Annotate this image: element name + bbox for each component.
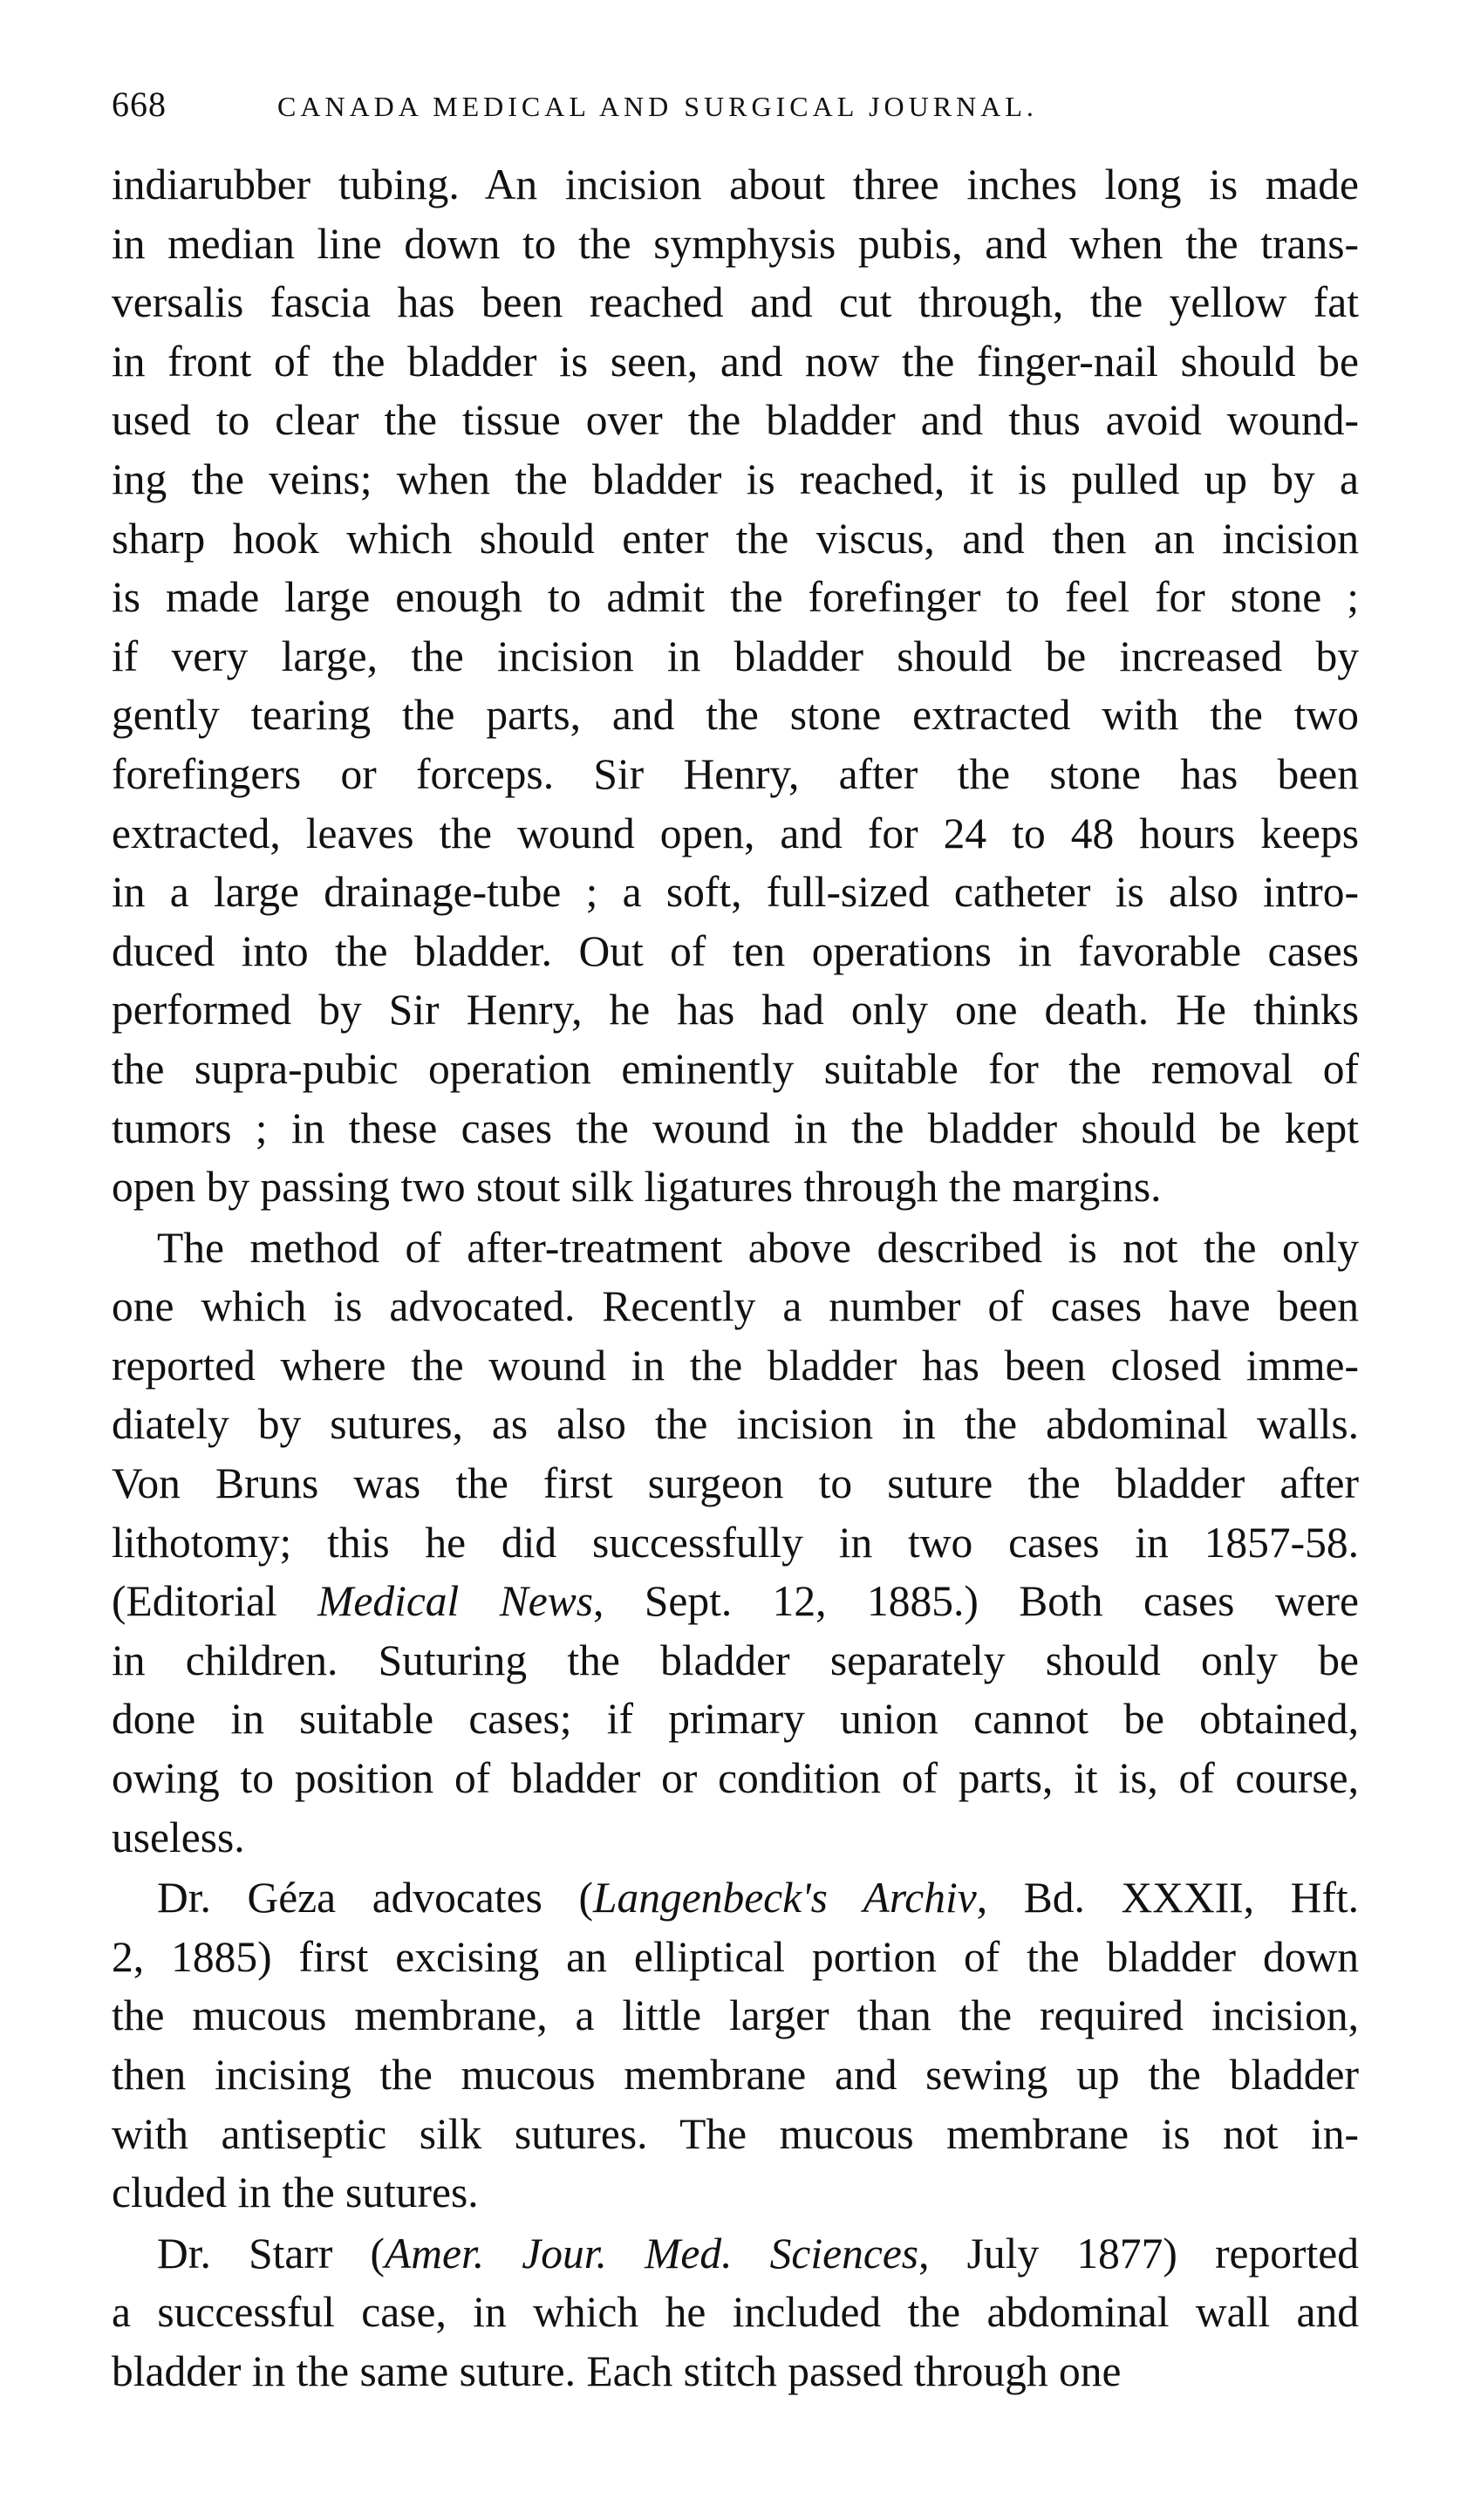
italic-citation: Medical News [317, 1577, 594, 1626]
text-line [112, 332, 1359, 392]
text-run: in front of the bladder is seen, and now the finger-nail should be [112, 337, 1359, 386]
text-line [112, 686, 1359, 745]
text-run: bladder in the same suture. Each stitch passed through one [112, 2346, 1122, 2395]
text-run: the mucous membrane, a little larger than the required incision, [112, 1991, 1359, 2040]
text-line [112, 568, 1359, 627]
text-run: , July 1877) reported [918, 2229, 1359, 2278]
page-number: 668 [112, 85, 167, 124]
text-run: open by passing two stout silk ligatures through the margins. [112, 1163, 1162, 1212]
text-run: Dr. Géza advocates ( [157, 1874, 593, 1922]
paragraph [112, 1868, 1359, 2223]
text-run: , Sept. 12, 1885.) Both cases were [593, 1577, 1359, 1626]
text-run: one which is advocated. Recently a number of cases have been [112, 1282, 1359, 1331]
text-line [112, 2342, 1359, 2401]
text-run: in a large drainage-tube ; a soft, full-sized catheter is also intro- [112, 868, 1359, 917]
text-line [112, 509, 1359, 569]
text-line [112, 273, 1359, 332]
text-line [112, 1219, 1359, 1278]
text-run: indiarubber tubing. An incision about three inches long is made [112, 160, 1359, 208]
text-run: diately by sutures, as also the incision in the abdominal walls. [112, 1400, 1359, 1449]
text-line [112, 922, 1359, 981]
text-line [112, 1986, 1359, 2045]
text-line [112, 2283, 1359, 2342]
text-line [112, 2105, 1359, 2164]
text-run: done in suitable cases; if primary union cannot be obtained, [112, 1695, 1359, 1744]
text-run: if very large, the incision in bladder should be increased by [112, 632, 1359, 680]
text-line [112, 1572, 1359, 1631]
italic-citation: Amer. Jour. Med. Sciences [385, 2229, 919, 2278]
text-run: versalis fascia has been reached and cut through, the yellow fat [112, 278, 1359, 327]
text-line [112, 1690, 1359, 1749]
text-run: then incising the mucous membrane and sewing up the bladder [112, 2051, 1359, 2099]
text-line [112, 980, 1359, 1040]
text-line [112, 1631, 1359, 1690]
paragraph [112, 155, 1359, 1217]
text-line [112, 1277, 1359, 1336]
text-run: duced into the bladder. Out of ten operations in favorable cases [112, 926, 1359, 975]
text-run: with antiseptic silk sutures. The mucous membrane is not in- [112, 2109, 1359, 2158]
text-line [112, 2045, 1359, 2105]
text-line [112, 863, 1359, 922]
text-line [112, 1868, 1359, 1928]
text-run: ing the veins; when the bladder is reached, it is pulled up by a [112, 454, 1359, 503]
text-run: Von Bruns was the first surgeon to suture the bladder after [112, 1459, 1359, 1508]
text-run: The method of after-treatment above described is not the only [157, 1223, 1359, 1272]
text-line [112, 391, 1359, 450]
text-run: in median line down to the symphysis pubis, and when the trans- [112, 219, 1359, 268]
text-run: a successful case, in which he included the abdominal wall and [112, 2288, 1359, 2337]
text-run: useless. [112, 1813, 245, 1861]
paragraph [112, 2224, 1359, 2401]
italic-citation: Langenbeck's Archiv [592, 1874, 977, 1922]
text-line [112, 1749, 1359, 1808]
text-run: 2, 1885) first excising an elliptical portion of the bladder down [112, 1932, 1359, 1981]
running-head [112, 84, 1359, 136]
text-run: , Bd. XXXII, Hft. [976, 1874, 1359, 1922]
text-run: Dr. Starr ( [157, 2229, 385, 2278]
text-line [112, 2163, 1359, 2223]
text-run: gently tearing the parts, and the stone extracted with the two [112, 691, 1359, 740]
text-run: reported where the wound in the bladder has been closed imme- [112, 1341, 1359, 1390]
text-run: is made large enough to admit the forefinger to feel for stone ; [112, 573, 1359, 622]
text-line [112, 1928, 1359, 1987]
text-line [112, 1808, 1359, 1868]
text-run: the supra-pubic operation eminently suitable for the removal of [112, 1044, 1359, 1093]
text-line [112, 450, 1359, 509]
text-run: in children. Suturing the bladder separately should only be [112, 1636, 1359, 1684]
text-run: sharp hook which should enter the viscus, and then an incision [112, 514, 1359, 563]
text-line [112, 627, 1359, 686]
text-line [112, 1336, 1359, 1396]
text-line [112, 1040, 1359, 1099]
text-run: performed by Sir Henry, he has had only one death. He thinks [112, 986, 1359, 1035]
text-line [112, 1395, 1359, 1454]
article-body [112, 155, 1359, 2401]
text-run: owing to position of bladder or condition of parts, it is, of course, [112, 1754, 1359, 1803]
text-line [112, 1454, 1359, 1513]
text-line [112, 155, 1359, 215]
text-line [112, 1513, 1359, 1573]
paragraph [112, 1219, 1359, 1868]
text-line [112, 1158, 1359, 1217]
journal-title: CANADA MEDICAL AND SURGICAL JOURNAL. [277, 91, 1038, 122]
text-run: used to clear the tissue over the bladder and thus avoid wound- [112, 396, 1359, 445]
text-run: extracted, leaves the wound open, and for 24 to 48 hours keeps [112, 809, 1359, 857]
text-line [112, 1099, 1359, 1158]
text-line [112, 215, 1359, 274]
text-run: lithotomy; this he did successfully in two cases in 1857-58. [112, 1518, 1359, 1567]
text-line [112, 804, 1359, 864]
text-run: cluded in the sutures. [112, 2168, 479, 2217]
text-line [112, 2224, 1359, 2284]
text-run: forefingers or forceps. Sir Henry, after the stone has been [112, 749, 1359, 798]
text-run: (Editorial [112, 1577, 318, 1626]
text-run: tumors ; in these cases the wound in the bladder should be kept [112, 1103, 1359, 1152]
text-line [112, 745, 1359, 804]
